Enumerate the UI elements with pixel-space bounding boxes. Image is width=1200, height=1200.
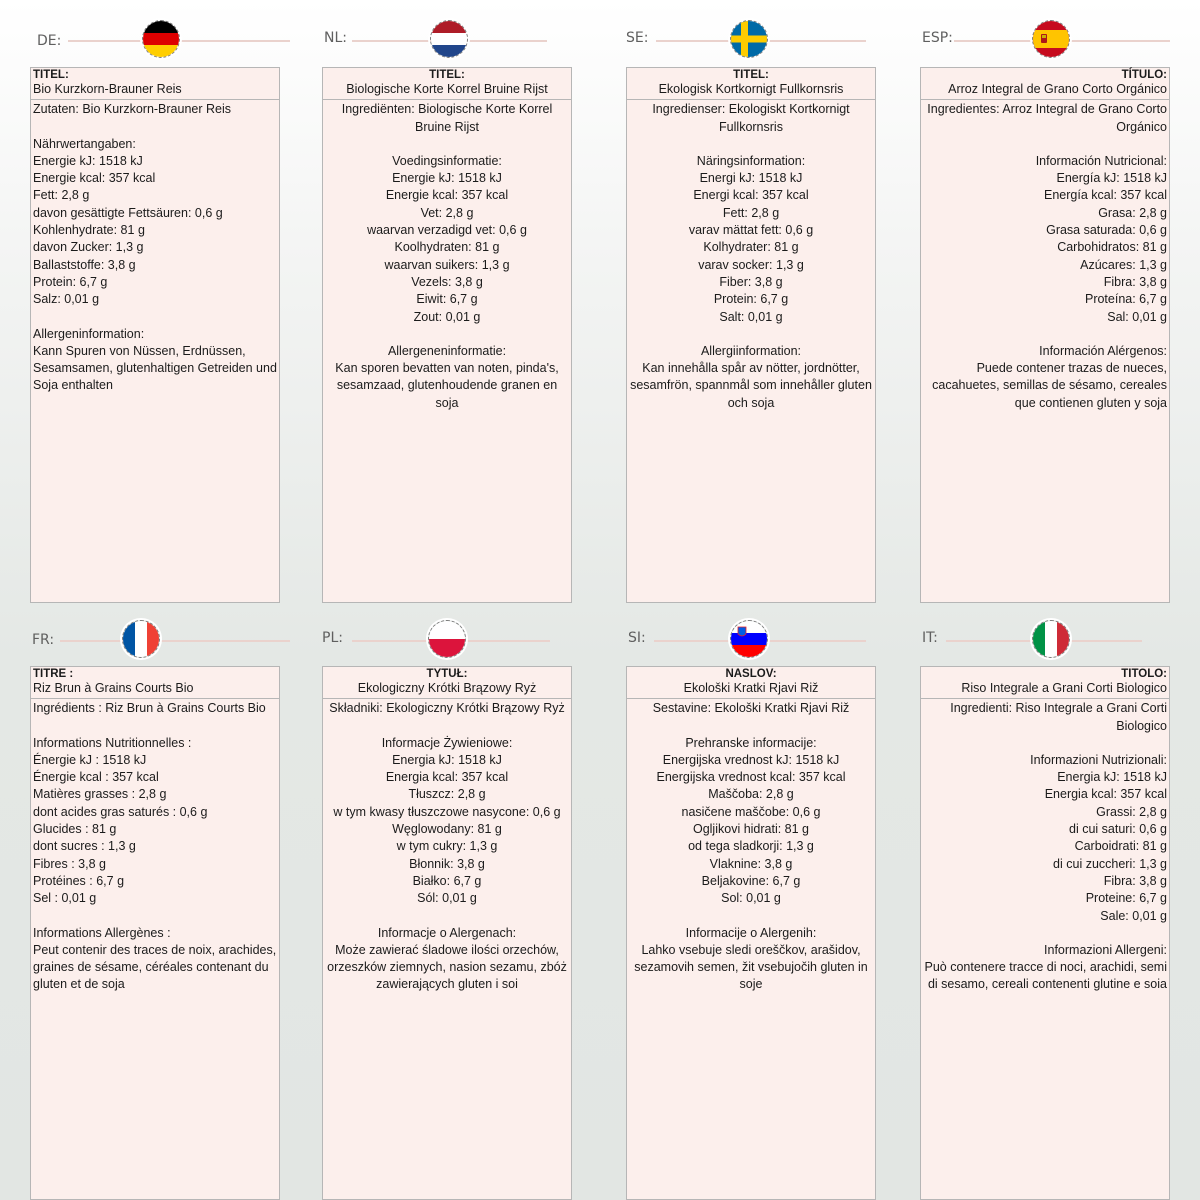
label-line: Ballaststoffe: 3,8 g (33, 257, 136, 272)
title-label: TITEL: (33, 69, 69, 81)
label-line: Informacije o Alergenih: (685, 925, 817, 940)
line-gap (923, 136, 1167, 153)
es-flag-icon (1032, 20, 1070, 58)
label-line: Koolhydraten: 81 g (394, 240, 500, 255)
label-body (627, 699, 875, 994)
label-line: Allergeneninformatie: (387, 343, 507, 358)
label-line: Fibra: 3,8 g (1103, 274, 1167, 289)
language-code: SI: (628, 630, 646, 646)
label-line: nasičene maščobe: 0,6 g (681, 804, 821, 819)
label-line: Sol: 0,01 g (721, 891, 781, 906)
title-label: TITOLO: (1121, 668, 1167, 680)
line-gap (325, 718, 569, 735)
label-line: varav socker: 1,3 g (698, 257, 804, 272)
label-line: Näringsinformation: (696, 153, 806, 168)
label-line: Składniki: Ekologiczny Krótki Brązowy Ryż (329, 701, 565, 716)
label-line: Salz: 0,01 g (33, 292, 100, 307)
label-card (30, 67, 280, 603)
title-label: TYTUŁ: (426, 668, 468, 680)
label-line: Sól: 0,01 g (417, 891, 477, 906)
label-line: Energijska vrednost kJ: 1518 kJ (662, 752, 840, 767)
language-code: PL: (322, 630, 343, 646)
label-line: Información Alérgenos: (1039, 343, 1167, 358)
label-line: Proteine: 6,7 g (1085, 891, 1167, 906)
label-card (920, 67, 1170, 603)
label-line: di cui zuccheri: 1,3 g (1053, 856, 1167, 871)
label-line: Lahko vsebuje sledi oreščkov, arašidov, sezamovih semen, žit vsebujočih gluten in soje (634, 942, 868, 992)
label-body (31, 100, 279, 395)
label-line: Fiber: 3,8 g (719, 274, 783, 289)
title-label: NASLOV: (725, 668, 777, 680)
label-body (921, 699, 1169, 994)
label-line: Ingredienser: Ekologiskt Kortkornigt Fullkornsris (652, 102, 850, 134)
label-line: Ingrediënten: Biologische Korte Korrel Bruine Rijst (341, 102, 553, 134)
label-line: Energia kJ: 1518 kJ (1057, 770, 1167, 785)
label-line: Informations Nutritionnelles : (33, 735, 192, 750)
label-line: Informazioni Allergeni: (1044, 942, 1167, 957)
label-line: Węglowodany: 81 g (392, 822, 502, 837)
si-flag-icon (730, 620, 768, 658)
label-line: Kolhydrater: 81 g (703, 240, 799, 255)
label-line: Kann Spuren von Nüssen, Erdnüssen, Sesamsamen, glutenhaltigen Getreiden und Soja enthalten (33, 343, 277, 393)
label-line: Zout: 0,01 g (413, 309, 481, 324)
label-line: Protein: 6,7 g (713, 292, 789, 307)
label-line: Kan sporen bevatten van noten, pinda's, sesamzaad, glutenhoudende granen en soja (335, 361, 559, 410)
label-line: Energía kcal: 357 kcal (1044, 188, 1167, 203)
label-line: Grasa saturada: 0,6 g (1046, 223, 1167, 238)
label-line: Matières grasses : 2,8 g (33, 787, 167, 802)
line-gap (325, 136, 569, 153)
label-line: w tym cukry: 1,3 g (396, 839, 498, 854)
title-label: TITRE : (33, 668, 74, 680)
label-line: Energia kcal: 357 kcal (385, 770, 509, 785)
line-gap (33, 718, 277, 735)
product-title: Ekologiczny Krótki Brązowy Ryż (323, 680, 571, 699)
label-line: Kohlenhydrate: 81 g (33, 223, 145, 238)
label-card (626, 666, 876, 1200)
label-line: Informacje o Alergenach: (377, 925, 517, 940)
label-body (323, 699, 571, 994)
label-line: Energi kJ: 1518 kJ (699, 171, 803, 186)
product-title: Ekološki Kratki Rjavi Riž (627, 680, 875, 699)
label-line: di cui saturi: 0,6 g (1069, 822, 1167, 837)
label-line: davon Zucker: 1,3 g (33, 240, 144, 255)
label-line: Sestavine: Ekološki Kratki Rjavi Riž (652, 701, 850, 716)
fr-flag-icon (122, 620, 160, 658)
line-gap (33, 908, 277, 925)
label-line: Grasa: 2,8 g (1098, 205, 1167, 220)
label-line: Sal: 0,01 g (1107, 309, 1167, 324)
label-body (627, 100, 875, 413)
label-body (921, 100, 1169, 413)
language-code: SE: (626, 30, 649, 46)
label-line: Maščoba: 2,8 g (708, 787, 794, 802)
language-code: DE: (37, 33, 62, 49)
line-gap (33, 309, 277, 326)
label-card (322, 67, 572, 603)
label-line: dont acides gras saturés : 0,6 g (33, 804, 208, 819)
product-title: Arroz Integral de Grano Corto Orgánico (921, 81, 1169, 100)
se-flag-icon (730, 20, 768, 58)
label-line: Grassi: 2,8 g (1096, 804, 1167, 819)
label-card (322, 666, 572, 1200)
label-line: Informations Allergènes : (33, 925, 171, 940)
label-line: Carboidrati: 81 g (1074, 839, 1167, 854)
label-body (323, 100, 571, 413)
product-title: Riz Brun à Grains Courts Bio (31, 680, 279, 699)
label-line: Prehranske informacije: (685, 735, 817, 750)
de-flag-icon (142, 20, 180, 58)
label-line: Ingredientes: Arroz Integral de Grano Corto Orgánico (927, 102, 1167, 134)
label-line: Carbohidratos: 81 g (1057, 240, 1167, 255)
label-line: waarvan suikers: 1,3 g (384, 257, 510, 272)
label-line: waarvan verzadigd vet: 0,6 g (367, 223, 527, 238)
label-line: Tłuszcz: 2,8 g (408, 787, 486, 802)
label-line: Informacje Żywieniowe: (381, 735, 513, 750)
label-line: Fett: 2,8 g (722, 205, 780, 220)
line-gap (325, 908, 569, 925)
line-gap (33, 119, 277, 136)
label-line: Fett: 2,8 g (33, 188, 90, 203)
label-line: Energia kJ: 1518 kJ (392, 752, 502, 767)
label-line: Proteína: 6,7 g (1084, 292, 1167, 307)
line-gap (629, 326, 873, 343)
product-title: Riso Integrale a Grani Corti Biologico (921, 680, 1169, 699)
line-gap (629, 136, 873, 153)
pl-flag-icon (428, 620, 466, 658)
label-line: Può contenere tracce di noci, arachidi, semi di sesamo, cereali contenenti glutine e soia (924, 960, 1167, 992)
line-gap (629, 718, 873, 735)
line-gap (629, 908, 873, 925)
label-line: w tym kwasy tłuszczowe nasycone: 0,6 g (333, 804, 561, 819)
label-line: Beljakovine: 6,7 g (701, 873, 801, 888)
label-line: Energie kJ: 1518 kJ (392, 171, 502, 186)
divider-line (60, 640, 290, 642)
label-line: Ingredienti: Riso Integrale a Grani Corti Biologico (950, 701, 1167, 733)
label-line: Puede contener trazas de nueces, cacahuetes, semillas de sésamo, cereales que contienen gluten y soja (932, 361, 1167, 410)
language-code: FR: (32, 632, 55, 648)
title-label: TITEL: (733, 69, 769, 81)
label-card (626, 67, 876, 603)
line-gap (325, 326, 569, 343)
label-line: Información Nutricional: (1035, 153, 1167, 168)
it-flag-icon (1032, 620, 1070, 658)
label-line: Nährwertangaben: (33, 136, 136, 151)
label-line: Ogljikovi hidrati: 81 g (692, 822, 810, 837)
label-line: Salt: 0,01 g (719, 309, 783, 324)
label-line: Vlaknine: 3,8 g (709, 856, 793, 871)
label-line: Energie kcal: 357 kcal (33, 171, 156, 186)
label-card (30, 666, 280, 1200)
label-line: Błonnik: 3,8 g (409, 856, 485, 871)
label-line: Voedingsinformatie: (392, 153, 502, 168)
product-title: Ekologisk Kortkornigt Fullkornsris (627, 81, 875, 100)
nl-flag-icon (430, 20, 468, 58)
language-code: IT: (922, 630, 938, 646)
label-line: Eiwit: 6,7 g (416, 292, 478, 307)
label-line: Glucides : 81 g (33, 822, 117, 837)
label-line: Fibra: 3,8 g (1103, 873, 1167, 888)
language-code: ESP: (922, 30, 953, 46)
label-line: dont sucres : 1,3 g (33, 839, 136, 854)
label-line: Protein: 6,7 g (33, 274, 108, 289)
label-line: Sale: 0,01 g (1100, 908, 1167, 923)
label-line: Protéines : 6,7 g (33, 873, 125, 888)
label-line: Sel : 0,01 g (33, 891, 97, 906)
label-line: Energi kcal: 357 kcal (693, 188, 809, 203)
label-line: Allergiinformation: (700, 343, 802, 358)
language-code: NL: (324, 30, 347, 46)
label-line: Fibres : 3,8 g (33, 856, 106, 871)
label-line: Allergeninformation: (33, 326, 145, 341)
label-line: od tega sladkorji: 1,3 g (688, 839, 814, 854)
label-line: Zutaten: Bio Kurzkorn-Brauner Reis (33, 102, 232, 117)
label-line: Energie kcal: 357 kcal (385, 188, 509, 203)
title-label: TITEL: (429, 69, 465, 81)
label-line: Vezels: 3,8 g (411, 274, 483, 289)
line-gap (923, 326, 1167, 343)
label-line: Énergie kJ : 1518 kJ (33, 752, 147, 767)
label-card (920, 666, 1170, 1200)
label-line: Énergie kcal : 357 kcal (33, 770, 159, 785)
label-line: Energia kcal: 357 kcal (1044, 787, 1167, 802)
label-line: Azúcares: 1,3 g (1080, 257, 1167, 272)
label-line: Peut contenir des traces de noix, arachides, graines de sésame, céréales contenant du gluten et de soja (33, 942, 277, 992)
line-gap (923, 925, 1167, 942)
label-line: davon gesättigte Fettsäuren: 0,6 g (33, 205, 223, 220)
line-gap (923, 735, 1167, 752)
label-line: Kan innehålla spår av nötter, jordnötter, sesamfrön, spannmål som innehåller gluten och soja (630, 361, 872, 410)
label-line: Może zawierać śladowe ilości orzechów, orzeszków ziemnych, nasion sezamu, zbóż zawierających gluten i soi (327, 942, 567, 992)
product-title: Bio Kurzkorn-Brauner Reis (31, 81, 279, 100)
label-line: Ingrédients : Riz Brun à Grains Courts Bio (33, 701, 266, 716)
product-title: Biologische Korte Korrel Bruine Rijst (323, 81, 571, 100)
label-line: Energijska vrednost kcal: 357 kcal (656, 770, 846, 785)
label-line: Białko: 6,7 g (412, 873, 482, 888)
label-line: Vet: 2,8 g (420, 205, 474, 220)
title-label: TÍTULO: (1121, 69, 1167, 81)
label-line: Energía kJ: 1518 kJ (1056, 171, 1167, 186)
label-line: Informazioni Nutrizionali: (1030, 752, 1167, 767)
label-body (31, 699, 279, 994)
label-line: varav mättat fett: 0,6 g (688, 223, 814, 238)
label-line: Energie kJ: 1518 kJ (33, 153, 143, 168)
